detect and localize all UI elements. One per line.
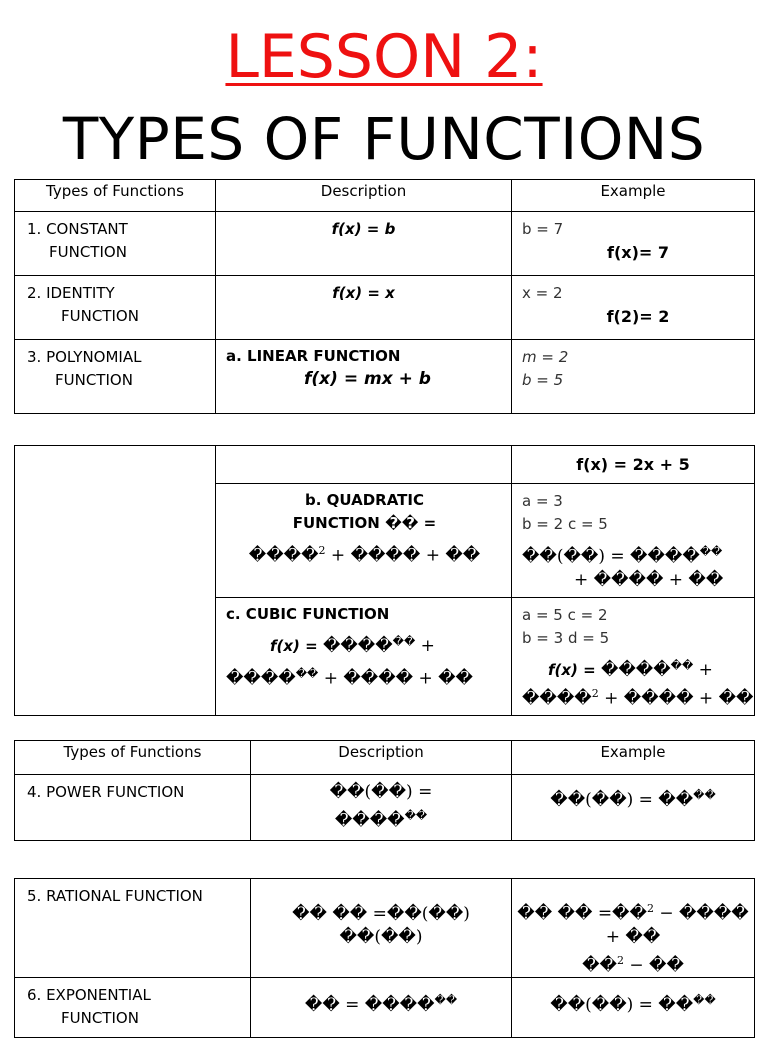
header-types: Types of Functions <box>15 180 216 212</box>
example-cell <box>512 775 755 841</box>
header-description: Description <box>216 180 512 212</box>
example-formula: f(x) = ������ + <box>548 659 713 680</box>
example-value: x = 2 <box>522 284 563 302</box>
example-cell <box>512 276 755 340</box>
header-example: Example <box>512 741 755 775</box>
functions-table-3 <box>14 740 755 841</box>
lesson-label: LESSON 2: <box>225 22 543 92</box>
type-cell <box>15 775 251 841</box>
type-label: 4. POWER FUNCTION <box>27 783 185 801</box>
page-title: TYPES OF FUNCTIONS <box>62 105 706 173</box>
example-formula: ����$^2$ + ���� + �� <box>522 687 754 709</box>
type-label: FUNCTION <box>49 243 127 261</box>
type-label: 2. IDENTITY <box>27 284 115 302</box>
formula: ������ + ���� + �� <box>226 667 473 689</box>
type-label: 3. POLYNOMIAL <box>27 348 142 366</box>
example-formula: ��(��) = ������ <box>522 545 723 567</box>
description-cell <box>216 484 512 598</box>
example-cell <box>512 484 755 598</box>
table-row <box>15 276 755 340</box>
example-formula: �� �� =��$^2$ − ���� <box>517 902 749 924</box>
example-value: a = 5 c = 2 <box>522 606 608 624</box>
formula: ����$^2$ + ���� + �� <box>248 544 481 566</box>
header-types: Types of Functions <box>15 741 251 775</box>
example-value: b = 2 c = 5 <box>522 515 608 533</box>
formula: f(x) = mx + b <box>304 369 431 389</box>
example-formula: f(x)= 7 <box>606 243 669 262</box>
formula: f(x) = x <box>332 284 395 302</box>
cubic-heading: c. CUBIC FUNCTION <box>226 605 390 623</box>
description-cell <box>216 212 512 276</box>
example-formula: ��(��) = ���� <box>550 993 716 1015</box>
example-value: m = 2 <box>522 348 569 366</box>
example-formula: f(2)= 2 <box>606 307 670 326</box>
example-formula: ��$^2$ − �� <box>582 953 684 976</box>
description-cell <box>251 879 512 978</box>
functions-table-1 <box>14 179 755 414</box>
example-formula: ��(��) = ���� <box>550 788 716 810</box>
type-cell <box>15 446 216 716</box>
type-cell <box>15 340 216 414</box>
linear-heading: a. LINEAR FUNCTION <box>226 347 401 365</box>
example-value: a = 3 <box>522 492 563 510</box>
formula: �� = ������ <box>304 993 458 1015</box>
table-row <box>15 212 755 276</box>
formula: f(x) = ������ + <box>270 635 435 656</box>
example-value: b = 3 d = 5 <box>522 629 610 647</box>
functions-table-2 <box>14 445 755 716</box>
table-row <box>15 879 755 978</box>
example-cell <box>512 879 755 978</box>
example-cell <box>512 598 755 716</box>
table-row <box>15 340 755 414</box>
type-label: 1. CONSTANT <box>27 220 128 238</box>
example-formula: f(x) = 2x + 5 <box>576 455 690 474</box>
formula: ��(��) <box>339 927 423 947</box>
example-cell <box>512 978 755 1038</box>
example-cell <box>512 446 755 484</box>
type-label: 5. RATIONAL FUNCTION <box>27 887 203 905</box>
type-cell <box>15 276 216 340</box>
functions-table-4 <box>14 878 755 1038</box>
type-label: 6. EXPONENTIAL <box>27 986 151 1005</box>
type-label: FUNCTION <box>61 1009 139 1028</box>
formula: ������ <box>334 809 428 831</box>
quadratic-heading: b. QUADRATIC <box>304 491 424 509</box>
example-cell <box>512 340 755 414</box>
table-row <box>15 978 755 1038</box>
description-cell <box>216 340 512 414</box>
example-formula: + ���� + �� <box>574 569 724 590</box>
formula: f(x) = b <box>331 220 396 238</box>
header-description: Description <box>251 741 512 775</box>
example-value: b = 7 <box>522 220 564 238</box>
type-cell <box>15 978 251 1038</box>
type-cell <box>15 212 216 276</box>
example-cell <box>512 212 755 276</box>
description-cell <box>251 775 512 841</box>
type-label: FUNCTION <box>55 371 133 389</box>
formula: ��(��) = <box>329 782 433 802</box>
formula: �� �� =��(��) <box>292 904 470 924</box>
quadratic-line: FUNCTION �� = <box>292 514 437 532</box>
description-cell <box>251 978 512 1038</box>
description-cell <box>216 276 512 340</box>
description-cell <box>216 446 512 484</box>
description-cell <box>216 598 512 716</box>
example-value: b = 5 <box>522 371 564 389</box>
example-formula: + �� <box>605 926 661 947</box>
type-cell <box>15 879 251 978</box>
type-label: FUNCTION <box>61 307 139 325</box>
table-row <box>15 446 755 484</box>
header-example: Example <box>512 180 755 212</box>
table-row <box>15 775 755 841</box>
